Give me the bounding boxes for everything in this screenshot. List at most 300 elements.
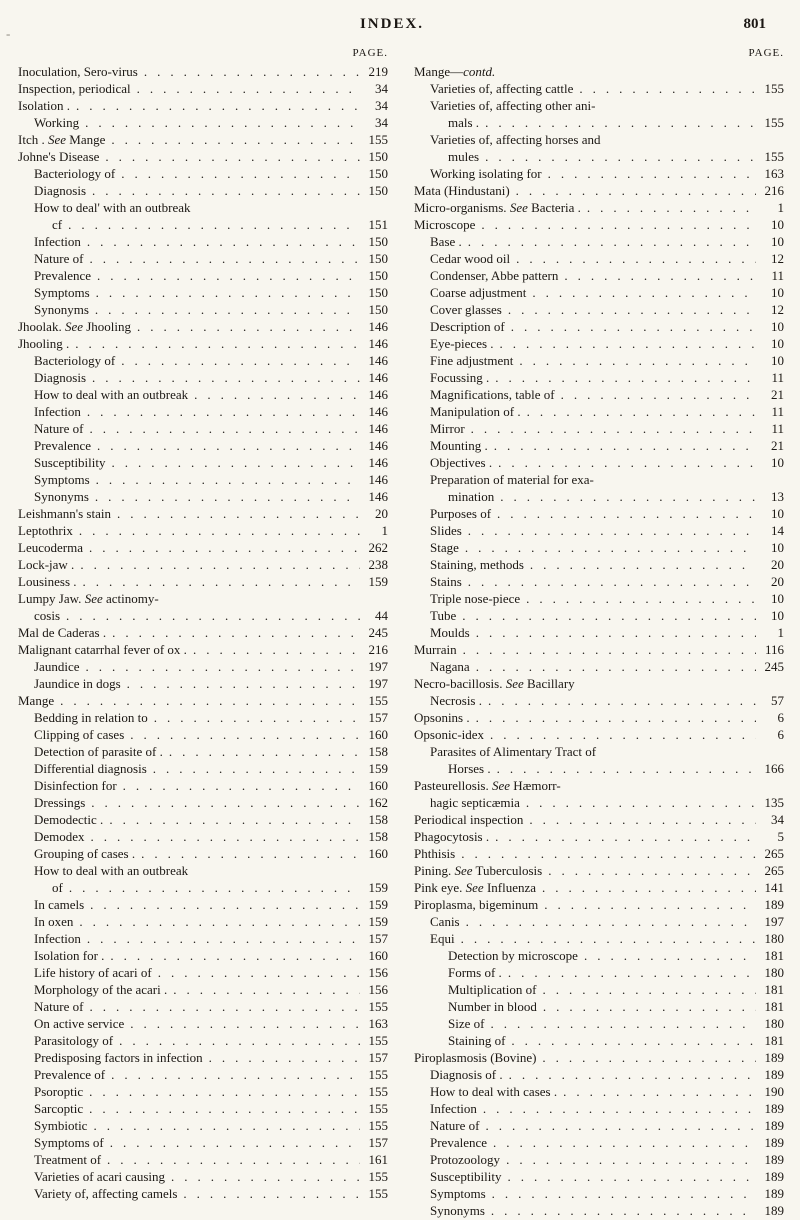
entry-label: Micro-organisms. See Bacteria . [414,200,581,215]
entry-label: Varieties of, affecting horses and [430,132,601,147]
entry-page-number: 146 [368,455,388,470]
leader-dots [117,505,360,522]
index-right-column [414,46,786,1219]
index-entry [18,318,390,335]
leader-dots [516,250,756,267]
leader-dots [75,335,360,352]
entry-page-number: 57 [771,693,784,708]
entry-label: Varieties of, affecting other ani- [430,98,596,113]
index-entry [18,709,390,726]
leader-dots [563,1083,756,1100]
index-entry [414,182,786,199]
index-entry [18,1117,390,1134]
leader-dots [85,658,360,675]
entry-label: Infection [34,931,81,946]
leader-dots [511,1032,756,1049]
entry-label: Objectives . [430,455,493,470]
entry-label: In camels [34,897,85,912]
entry-page-number: 181 [764,999,784,1014]
entry-label: Condenser, Abbe pattern [430,268,559,283]
entry-label: Multiplication of [448,982,537,997]
entry-page-number: 160 [368,948,388,963]
index-entry [414,1032,786,1049]
entry-page-number: 190 [764,1084,784,1099]
leader-dots [112,624,360,641]
entry-page-number: 245 [368,625,388,640]
leader-dots [111,1066,360,1083]
entry-page-number: 146 [368,387,388,402]
entry-page-number: 34 [375,81,388,96]
index-entry [18,1134,390,1151]
leader-dots [497,505,756,522]
index-entry [18,1168,390,1185]
entry-page-number: 141 [764,880,784,895]
index-entry [414,981,786,998]
entry-label: Cedar wood oil [430,251,511,266]
entry-label: Staining, methods [430,557,524,572]
entry-page-number: 10 [771,336,784,351]
entry-label: Phagocytosis . [414,829,490,844]
index-entry [414,828,786,845]
index-entry [414,505,786,522]
entry-label: Morphology of the acari . [34,982,168,997]
leader-dots [466,913,756,930]
entry-label: Susceptibility [430,1169,502,1184]
index-entry [414,284,786,301]
entry-page-number: 151 [368,217,388,232]
index-entry [18,148,390,165]
entry-label: Psoroptic [34,1084,84,1099]
entry-page-number: 181 [764,1033,784,1048]
entry-label: Opsonins . [414,710,470,725]
index-entry [18,1015,390,1032]
entry-page-number: 150 [368,166,388,181]
index-entry [18,1049,390,1066]
index-entry [18,624,390,641]
entry-label: How to deal' with an outbreak [34,200,191,215]
leader-dots [154,709,360,726]
entry-label: Synonyms [430,1203,485,1218]
index-entry [18,641,390,658]
entry-label: Leucoderma [18,540,83,555]
index-entry [414,1185,786,1202]
leader-dots [89,1083,360,1100]
leader-dots [109,811,360,828]
leader-dots [79,913,360,930]
entry-label: Leptothrix [18,523,73,538]
entry-page-number: 189 [764,1169,784,1184]
index-entry [414,930,786,947]
leader-dots [508,301,756,318]
entry-page-number: 155 [764,81,784,96]
leader-dots [123,777,360,794]
entry-page-number: 155 [764,115,784,130]
index-entry [414,777,786,794]
index-entry [18,63,390,80]
entry-page-number: 166 [764,761,784,776]
entry-page-number: 189 [764,1067,784,1082]
entry-page-number: 155 [368,1084,388,1099]
index-entry [414,896,786,913]
entry-page-number: 155 [368,1186,388,1201]
leader-dots [584,947,756,964]
leader-dots [542,879,756,896]
entry-page-number: 159 [368,880,388,895]
entry-page-number: 146 [368,404,388,419]
entry-label: Moulds [430,625,470,640]
index-entry [414,862,786,879]
entry-page-number: 159 [368,914,388,929]
index-entry [414,369,786,386]
index-entry [414,964,786,981]
entry-label: How to deal with an outbreak [34,863,189,878]
leader-dots [91,828,360,845]
entry-label: Mange—contd. [414,64,496,79]
entry-page-number: 158 [368,812,388,827]
leader-dots [141,845,360,862]
leader-dots [183,1185,360,1202]
entry-page-number: 21 [771,387,784,402]
index-entry [414,216,786,233]
index-entry [18,131,390,148]
entry-label: Preparation of material for exa- [430,472,594,487]
entry-page-number: 20 [375,506,388,521]
leader-dots [542,981,756,998]
entry-page-number: 155 [368,1033,388,1048]
leader-dots [87,930,360,947]
entry-page-number: 34 [771,812,784,827]
leader-dots [76,97,360,114]
entry-page-number: 158 [368,744,388,759]
entry-label: Stains [430,574,462,589]
left-column-entries [18,63,390,1202]
entry-label: Lock-jaw . [18,557,75,572]
leader-dots [95,488,360,505]
leader-dots [548,165,756,182]
entry-label: Prevalence of [34,1067,106,1082]
leader-dots [127,675,360,692]
index-entry [18,879,390,896]
index-entry [414,1134,786,1151]
entry-page-number: 11 [771,268,784,283]
entry-page-number: 159 [368,897,388,912]
leader-dots [544,896,756,913]
entry-page-number: 6 [777,727,784,742]
entry-page-number: 155 [764,149,784,164]
entry-label: Demodectic . [34,812,104,827]
leader-dots [107,1151,360,1168]
leader-dots [500,488,756,505]
entry-label: Malignant catarrhal fever of ox . [18,642,187,657]
leader-dots [144,63,360,80]
entry-page-number: 20 [771,574,784,589]
leader-dots [492,1185,756,1202]
leader-dots [68,216,360,233]
entry-label: Cover glasses [430,302,502,317]
entry-page-number: 162 [368,795,388,810]
entry-page-number: 11 [771,370,784,385]
index-entry [18,352,390,369]
leader-dots [193,641,360,658]
entry-page-number: 216 [764,183,784,198]
entry-label: Jaundice [34,659,80,674]
entry-page-number: 156 [368,982,388,997]
leader-dots [92,369,360,386]
entry-page-number: 181 [764,982,784,997]
leader-dots [153,760,360,777]
entry-page-number: 10 [771,217,784,232]
leader-dots [89,998,360,1015]
entry-label: Working [34,115,80,130]
entry-page-number: 245 [764,659,784,674]
entry-label: In oxen [34,914,74,929]
index-entry [414,692,786,709]
index-entry [18,199,390,216]
entry-label: Magnifications, table of [430,387,555,402]
entry-page-number: 150 [368,149,388,164]
leader-dots [121,352,360,369]
entry-page-number: 159 [368,761,388,776]
entry-label: Purposes of [430,506,492,521]
leader-dots [111,131,360,148]
entry-label: Description of [430,319,505,334]
entry-page-number: 10 [771,353,784,368]
entry-label: Opsonic-idex [414,727,485,742]
leader-dots [66,607,360,624]
index-entry [414,454,786,471]
entry-label: Clipping of cases [34,727,125,742]
index-entry [18,692,390,709]
entry-label: Base . [430,234,462,249]
leader-dots [89,250,360,267]
entry-page-number: 146 [368,353,388,368]
entry-page-number: 181 [764,948,784,963]
entry-page-number: 157 [368,1050,388,1065]
entry-label: How to deal with an outbreak [34,387,189,402]
entry-label: Lumpy Jaw. See actinomy- [18,591,159,606]
entry-label: Tube [430,608,457,623]
entry-label: Mal de Caderas . [18,625,107,640]
entry-label: Prevalence [34,438,92,453]
index-entry [414,471,786,488]
leader-dots [465,539,756,556]
leader-dots [97,267,360,284]
entry-page-number: 216 [368,642,388,657]
entry-label: Number in blood [448,999,537,1014]
index-entry [18,896,390,913]
index-entry [414,743,786,760]
index-entry [414,114,786,131]
leader-dots [96,284,360,301]
entry-page-number: 146 [368,336,388,351]
leader-dots [476,658,756,675]
index-entry [18,369,390,386]
leader-dots [506,1151,756,1168]
entry-label: Triple nose-piece [430,591,521,606]
entry-label: Jhoolak. See Jhooling [18,319,132,334]
leader-dots [529,811,756,828]
entry-page-number: 10 [771,319,784,334]
entry-page-number: 189 [764,1186,784,1201]
leader-dots [79,522,360,539]
entry-label: Detection of parasite of . [34,744,163,759]
index-entry [18,913,390,930]
index-entry [414,539,786,556]
entry-page-number: 1 [381,523,388,538]
entry-label: Necrosis . [430,693,482,708]
entry-label: cf [52,217,63,232]
index-entry [18,97,390,114]
index-entry [414,522,786,539]
entry-label: Differential diagnosis [34,761,147,776]
leader-dots [485,1117,756,1134]
entry-label: Jhooling . [18,336,70,351]
entry-label: Mirror [430,421,465,436]
entry-label: Staining of [448,1033,506,1048]
leader-dots [96,471,360,488]
index-entry [18,743,390,760]
index-entry [414,199,786,216]
entry-page-number: 197 [764,914,784,929]
entry-label: Parasites of Alimentary Tract of [430,744,597,759]
leader-dots [543,998,756,1015]
leader-dots [468,233,756,250]
entry-label: Symbiotic [34,1118,88,1133]
entry-page-number: 34 [375,115,388,130]
leader-dots [95,301,360,318]
leader-dots [481,216,756,233]
entry-label: Nagana [430,659,470,674]
index-entry [18,777,390,794]
entry-label: Symptoms [34,285,90,300]
index-entry [414,165,786,182]
entry-label: Piroplasma, bigeminum [414,897,539,912]
leader-dots [89,539,360,556]
index-entry [18,454,390,471]
index-entry [18,794,390,811]
index-entry [414,998,786,1015]
entry-page-number: 34 [375,98,388,113]
entry-label: Slides [430,523,462,538]
leader-dots [471,420,756,437]
index-entry [18,437,390,454]
index-entry [414,63,786,80]
index-entry [18,539,390,556]
entry-page-number: 116 [764,642,784,657]
entry-label: Isolation . [18,98,70,113]
index-entry [414,386,786,403]
leader-dots [579,80,756,97]
index-entry [414,658,786,675]
leader-dots [171,1168,360,1185]
entry-label: Necro-bacillosis. See Bacillary [414,676,575,691]
leader-dots [561,386,756,403]
leader-dots [110,947,360,964]
leader-dots [500,335,756,352]
entry-page-number: 1 [777,200,784,215]
entry-label: Microscope [414,217,476,232]
leader-dots [83,573,361,590]
entry-page-number: 189 [764,1050,784,1065]
entry-page-number: 21 [771,438,784,453]
index-entry [18,726,390,743]
leader-dots [476,709,756,726]
leader-dots [542,1049,756,1066]
index-entry [414,131,786,148]
entry-page-number: 155 [368,1169,388,1184]
index-entry [18,80,390,97]
leader-dots [587,199,756,216]
index-entry [18,828,390,845]
entry-page-number: 10 [771,506,784,521]
index-entry [18,488,390,505]
index-entry [414,947,786,964]
index-entry [18,403,390,420]
entry-page-number: 197 [368,659,388,674]
entry-label: Periodical inspection [414,812,524,827]
index-entry [18,335,390,352]
entry-label: Mata (Hindustani) [414,183,510,198]
entry-label: Piroplasmosis (Bovine) [414,1050,537,1065]
entry-label: Symptoms of [34,1135,104,1150]
leader-dots [209,1049,360,1066]
index-entry [18,284,390,301]
index-entry [18,1083,390,1100]
entry-page-number: 11 [771,421,784,436]
leader-dots [548,862,756,879]
index-entry [414,879,786,896]
entry-page-number: 265 [764,863,784,878]
leader-dots [564,267,756,284]
leader-dots [461,845,756,862]
entry-label: Forms of . [448,965,502,980]
entry-page-number: 150 [368,302,388,317]
index-entry [18,522,390,539]
leader-dots [495,369,756,386]
index-entry [414,233,786,250]
entry-page-number: 135 [764,795,784,810]
entry-page-number: 155 [368,132,388,147]
leader-dots [137,318,360,335]
entry-page-number: 10 [771,455,784,470]
entry-label: Lousiness . [18,574,77,589]
entry-label: Canis [430,914,460,929]
scan-artifact: - [6,26,11,41]
entry-label: Diagnosis of . [430,1067,503,1082]
entry-label: Jaundice in dogs [34,676,121,691]
leader-dots [493,1134,756,1151]
leader-dots [490,1015,756,1032]
entry-label: Bacteriology of [34,166,116,181]
column-page-label: PAGE. [748,47,784,59]
leader-dots [92,182,360,199]
index-entry [18,845,390,862]
entry-page-number: 10 [771,591,784,606]
index-entry [18,760,390,777]
entry-page-number: 150 [368,251,388,266]
index-entry [18,675,390,692]
entry-page-number: 180 [764,965,784,980]
entry-label: Infection [34,234,81,249]
entry-label: Demodex [34,829,85,844]
entry-label: Johne's Disease [18,149,100,164]
index-entry [18,590,390,607]
entry-label: Nature of [34,421,84,436]
entry-page-number: 197 [368,676,388,691]
index-left-column [18,46,390,1219]
entry-label: Variety of, affecting camels [34,1186,178,1201]
entry-page-number: 157 [368,1135,388,1150]
